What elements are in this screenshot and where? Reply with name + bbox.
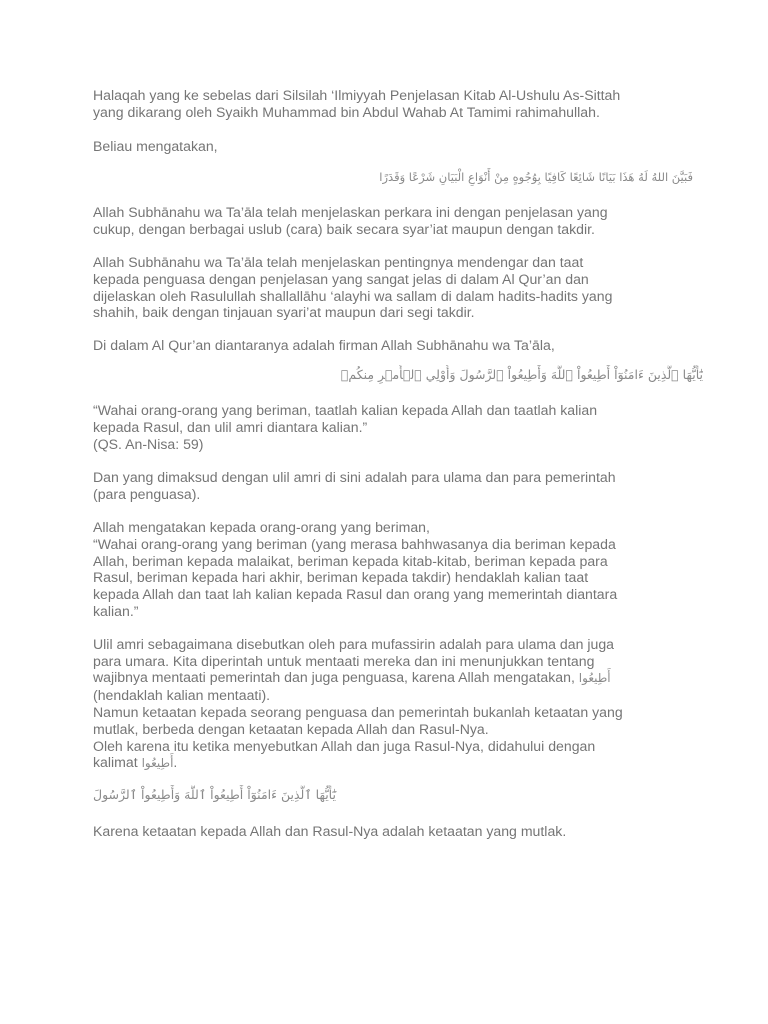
paragraph-translation <box>93 402 693 452</box>
text-line: Allah Subhānahu wa Ta’āla telah menjelaskan pentingnya mendengar dan taat <box>93 253 584 270</box>
arabic-inline-word: أَطِيعُوا <box>141 756 174 771</box>
text-segment: . <box>173 754 178 771</box>
text-line: (hendaklah kalian mentaati). <box>93 687 271 704</box>
text-line <box>93 669 693 687</box>
text-line: Ulil amri sebagaimana disebutkan oleh para mufassirin adalah para ulama dan juga <box>93 635 614 652</box>
text-line: (QS. An-Nisa: 59) <box>93 435 204 452</box>
text-line: shahih, baik dengan tinjauan syari’at maupun dari segi takdir. <box>93 304 475 321</box>
arabic-quote-1: فَبَيَّنَ اللهُ لَهُ هَذَا بَيَانًا شَائِعًا كَافِيًا بِوُجُوهٍ مِنْ أَنْوَاعِ الْبَيَانِ شَرْعًا وَقَدَرًا <box>379 170 693 185</box>
text-segment: kalimat <box>93 754 138 771</box>
text-line: “Wahai orang-orang yang beriman, taatlah kalian kepada Allah dan taatlah kalian <box>93 401 598 418</box>
text-line: Beliau mengatakan, <box>93 137 218 154</box>
text-line: yang dikarang oleh Syaikh Muhammad bin Abdul Wahab At Tamimi rahimahullah. <box>93 103 600 120</box>
text-line: Allah, beriman kepada malaikat, beriman kepada kitab-kitab, beriman kepada para <box>93 552 608 569</box>
paragraph-intro <box>93 87 693 121</box>
text-line: Oleh karena itu ketika menyebutkan Allah dan juga Rasul-Nya, didahului dengan <box>93 737 596 754</box>
paragraph-allah-mengatakan <box>93 519 693 620</box>
paragraph-firman <box>93 337 693 354</box>
text-line: kepada Allah dan taat lah kalian kepada Rasul dan orang yang memerintah diantara <box>93 586 618 603</box>
text-line: para umara. Kita diperintah untuk mentaati mereka dan ini menunjukkan tentang <box>93 652 595 669</box>
paragraph-penjelasan <box>93 204 693 238</box>
text-line: Karena ketaatan kepada Allah dan Rasul-Nya adalah ketaatan yang mutlak. <box>93 823 567 840</box>
text-line: Allah mengatakan kepada orang-orang yang beriman, <box>93 518 430 535</box>
text-line: (para penguasa). <box>93 486 201 503</box>
text-line: Halaqah yang ke sebelas dari Silsilah ‘Ilmiyyah Penjelasan Kitab Al-Ushulu As-Sittah <box>93 87 621 103</box>
paragraph-beliau <box>93 138 693 155</box>
text-line: dijelaskan oleh Rasulullah shallallāhu ‘alayhi wa sallam di dalam hadits-hadits yang <box>93 287 613 304</box>
text-line: Allah Subhānahu wa Ta’āla telah menjelaskan perkara ini dengan penjelasan yang <box>93 204 608 221</box>
text-line: kalian.” <box>93 602 139 619</box>
text-line: Rasul, beriman kepada hari akhir, beriman kepada takdir) hendaklah kalian taat <box>93 569 589 586</box>
text-line: “Wahai orang-orang yang beriman (yang merasa bahhwasanya dia beriman kepada <box>93 535 616 552</box>
arabic-quote-3-text: يَٰٓأَيُّهَا ٱلَّذِينَ ءَامَنُوٓاْ أَطِيعُواْ ٱللَّهَ وَأَطِيعُواْ ٱلرَّسُولَ <box>93 787 336 803</box>
text-line <box>93 754 693 772</box>
text-line: mutlak, berbeda dengan ketaatan kepada Allah dan Rasul-Nya. <box>93 720 489 737</box>
text-line: Di dalam Al Qur’an diantaranya adalah firman Allah Subhānahu wa Ta’āla, <box>93 337 555 354</box>
text-line: Dan yang dimaksud dengan ulil amri di sini adalah para ulama dan para pemerintah <box>93 469 616 486</box>
arabic-quote-2: يَٰٓأَيُّهَا ٱلَّذِينَ ءَامَنُوٓاْ أَطِيعُواْ ٱللَّهَ وَأَطِيعُواْ ٱلرَّسُولَ وَأُوْلِي ٱلۡأَمۡرِ مِنكُمۡ <box>340 366 703 382</box>
arabic-inline-word: أَطِيعُوا <box>578 671 611 686</box>
text-segment: wajibnya mentaati pemerintah dan juga penguasa, karena Allah mengatakan, <box>93 669 575 686</box>
paragraph-taat-penguasa <box>93 254 693 321</box>
text-line: Namun ketaatan kepada seorang penguasa dan pemerintah bukanlah ketaatan yang <box>93 703 623 720</box>
paragraph-ulil-amri <box>93 469 693 503</box>
arabic-quote-3 <box>93 785 693 805</box>
text-line: cukup, dengan berbagai uslub (cara) baik secara syar’iat maupun dengan takdir. <box>93 221 595 238</box>
paragraph-closing <box>93 823 693 840</box>
text-line: kepada Rasul, dan ulil amri diantara kalian.” <box>93 418 368 435</box>
document-page <box>93 87 703 840</box>
text-line: kepada penguasa dengan penjelasan yang sangat jelas di dalam Al Qur’an dan <box>93 270 589 287</box>
paragraph-mufassirin <box>93 636 693 772</box>
